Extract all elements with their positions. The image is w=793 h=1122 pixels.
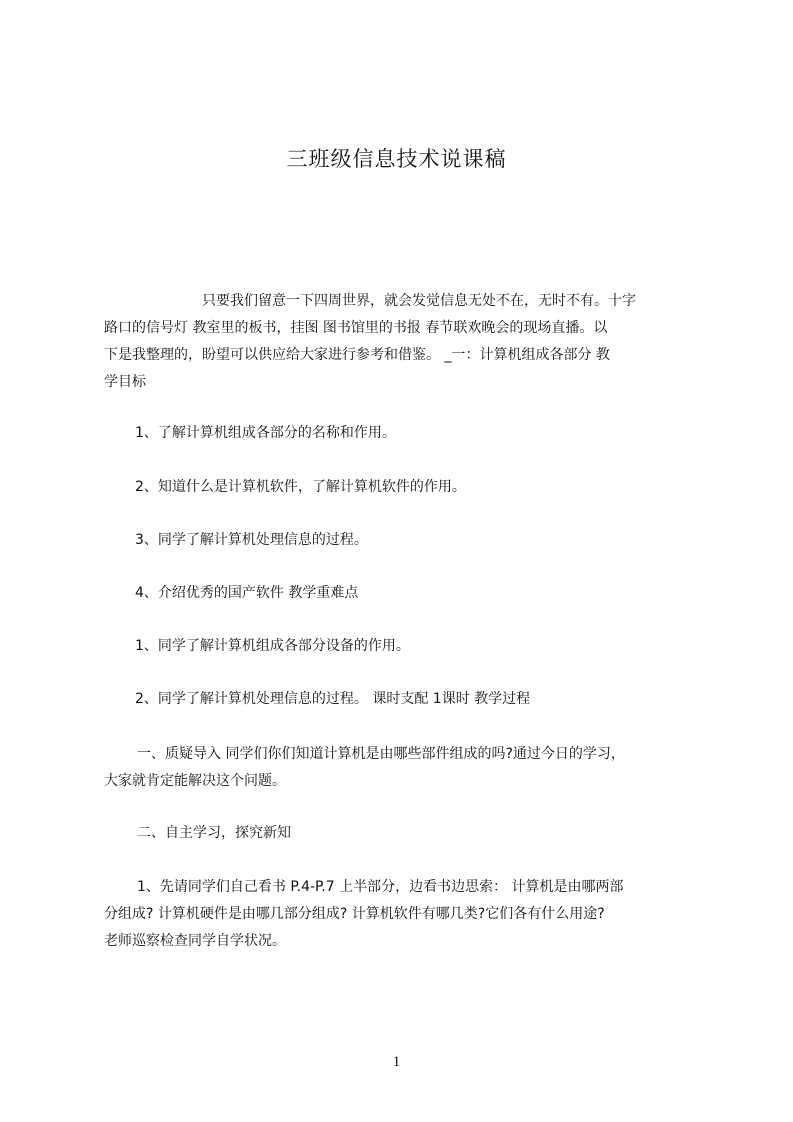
self-study-paragraph [104,874,698,955]
intro-line: 只要我们留意一下四周世界，就会发觉信息无处不在，无时不有。十字 [202,293,636,309]
section-line: 大家就肯定能解决这个问题。 [104,773,286,789]
intro-paragraph [104,288,698,396]
page-title: 三班级信息技术说课稿 [286,147,507,171]
intro-line: 下是我整理的，盼望可以供应给大家进行参考和借鉴。 _一：计算机组成各部分 教 [104,347,610,363]
list-item: 2、知道什么是计算机软件，了解计算机软件的作用。 [135,479,466,495]
intro-line: 学目标 [104,374,146,390]
section-line: 老师巡察检查同学自学状况。 [104,933,286,949]
list-item: 1、了解计算机组成各部分的名称和作用。 [135,425,396,441]
list-item: 4、介绍优秀的国产软件 教学重难点 [135,585,359,601]
section-heading: 二、自主学习，探究新知 [137,825,291,841]
list-item: 2、同学了解计算机处理信息的过程。 课时支配 1课时 教学过程 [135,691,531,707]
list-item: 3、同学了解计算机处理信息的过程。 [135,532,368,548]
section-line: 1、先请同学们自己看书 P.4-P.7 上半部分，边看书边思索： 计算机是由哪两部 [137,879,624,895]
section-line: 一、质疑导入 同学们你们知道计算机是由哪些部件组成的吗?通过今日的学习， [137,746,625,762]
page-number: 1 [392,1054,401,1070]
list-item: 1、同学了解计算机组成各部分设备的作用。 [135,638,410,654]
section-intro-paragraph [104,741,698,795]
section-line: 分组成? 计算机硬件是由哪几部分组成? 计算机软件有哪几类?它们各有什么用途? [104,906,605,922]
intro-line: 路口的信号灯 教室里的板书，挂图 图书馆里的书报 春节联欢晚会的现场直播。以 [104,320,608,336]
